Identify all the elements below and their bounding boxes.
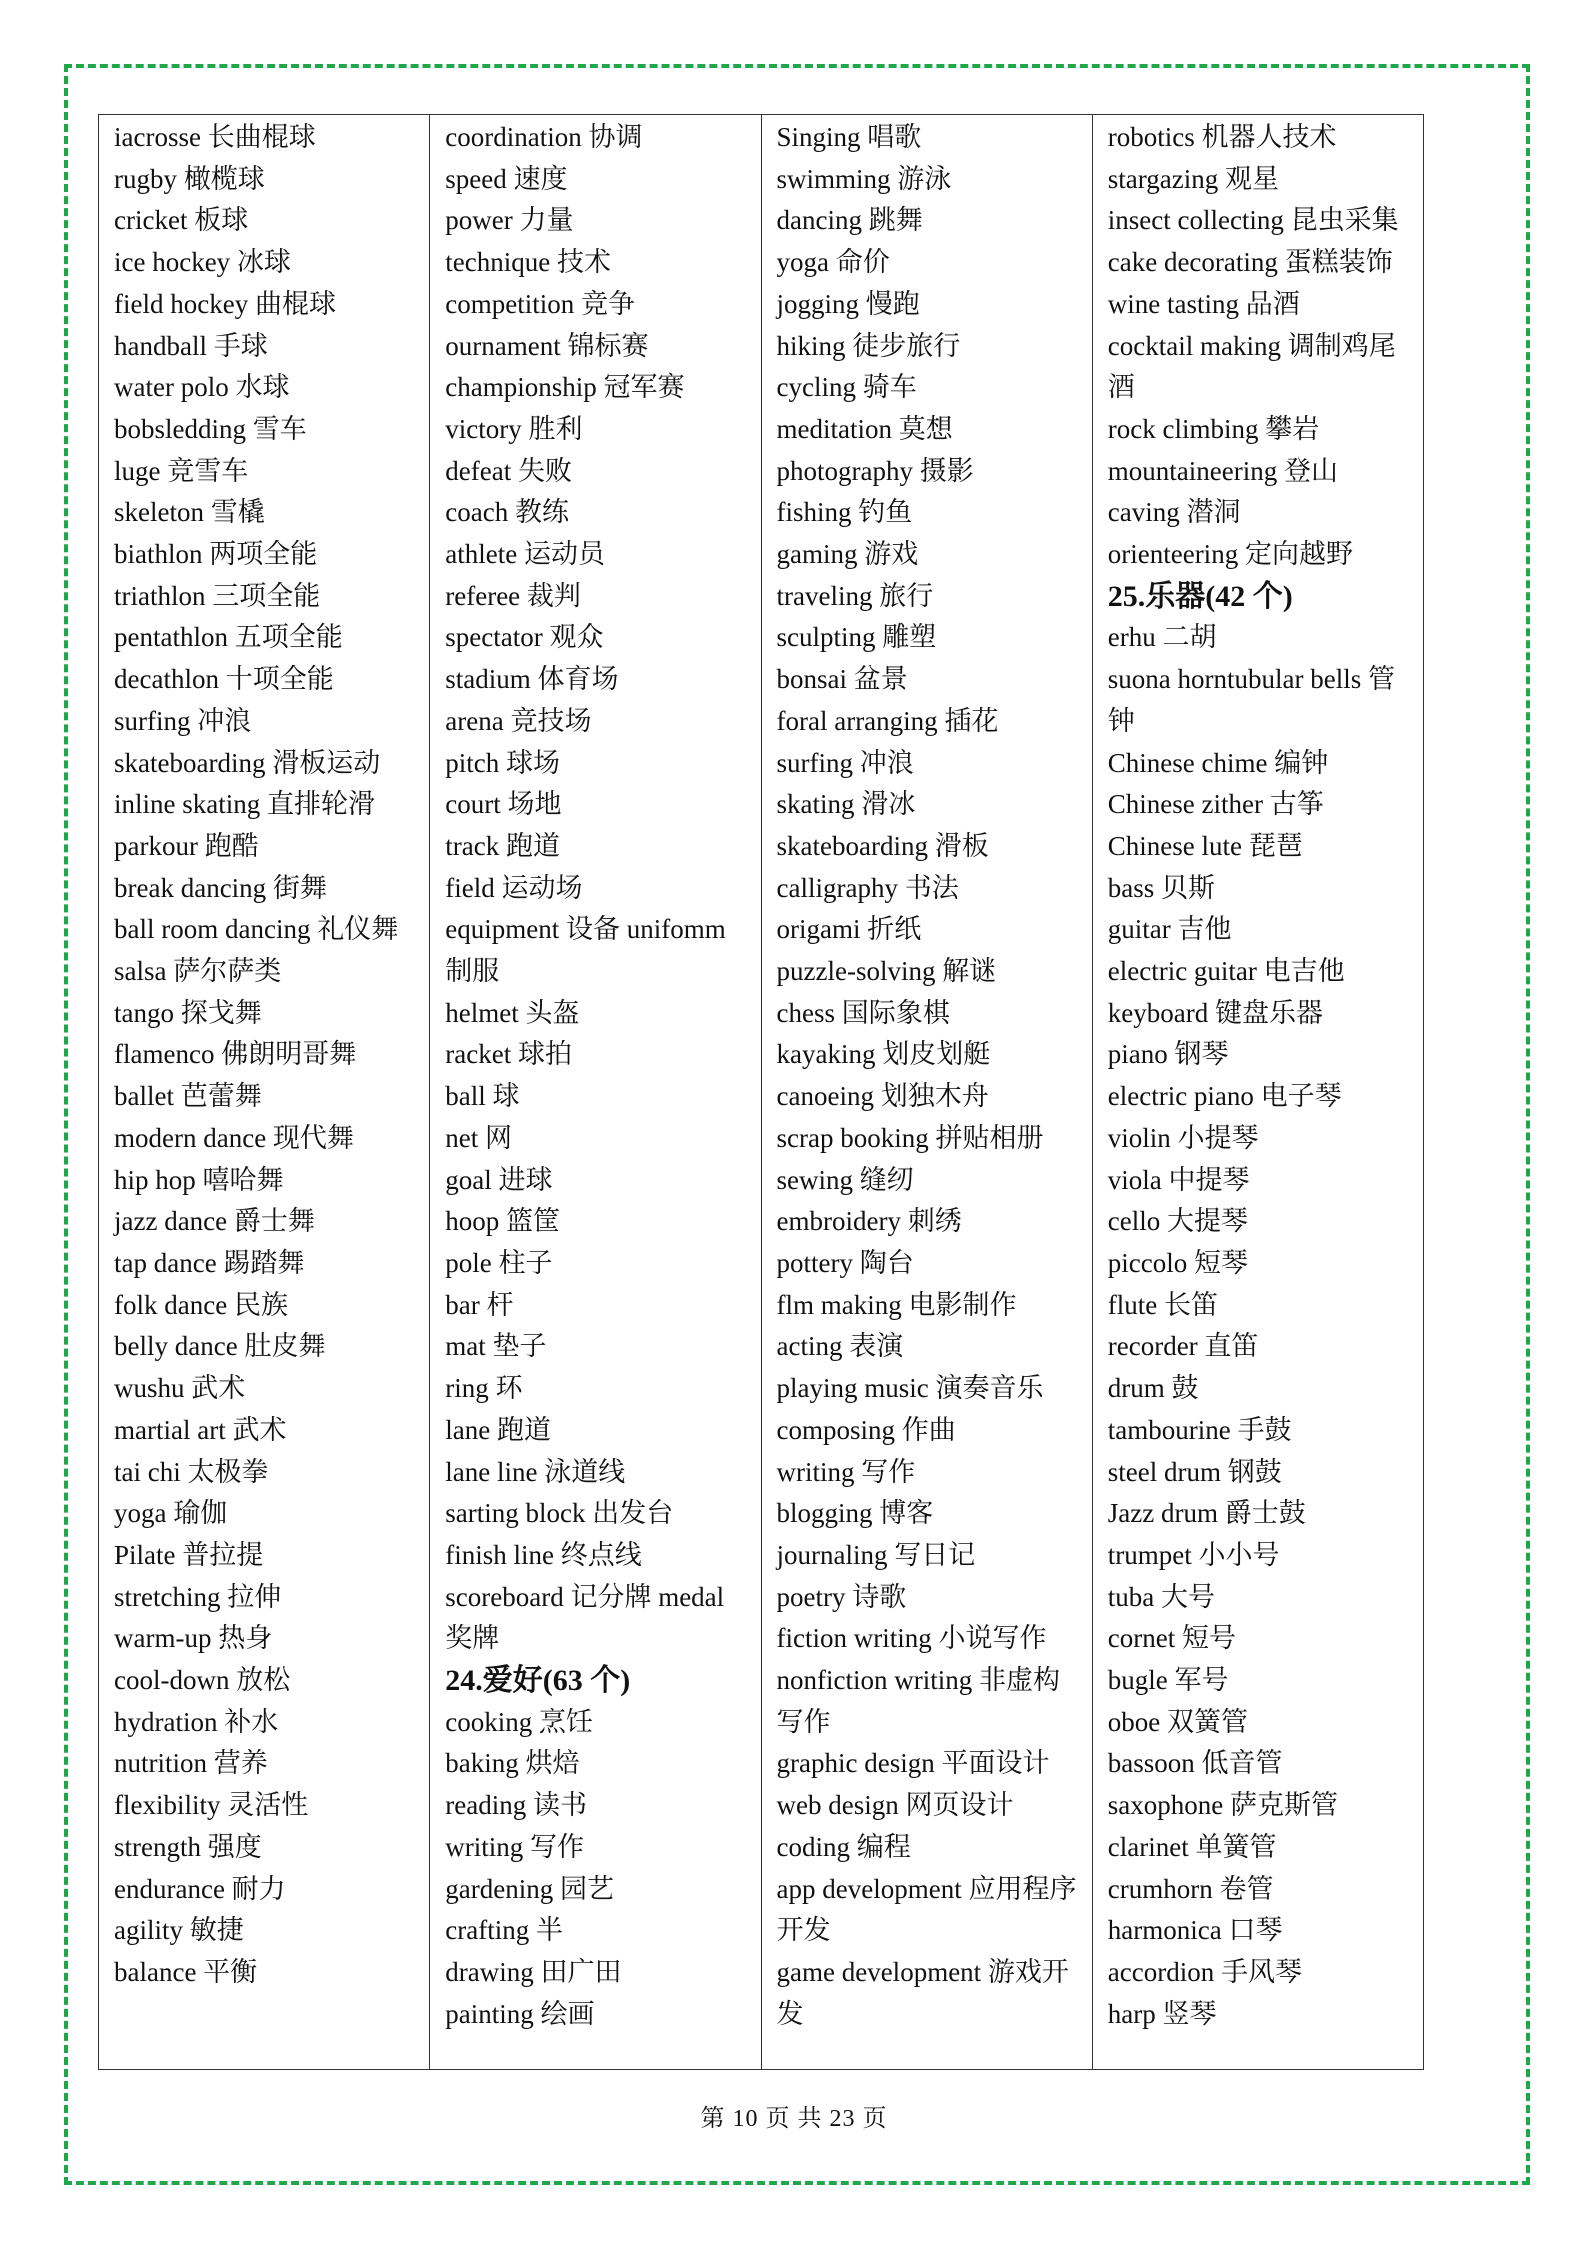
vocab-entry: harp 竖琴	[1107, 1998, 1217, 2029]
vocab-entry: Chinese chime 编钟	[1107, 747, 1329, 778]
vocab-entry: Pilate 普拉提	[114, 1539, 264, 1570]
vocab-entry: steel drum 钢鼓	[1107, 1456, 1282, 1487]
vocab-entry: stretching 拉伸	[114, 1581, 282, 1612]
vocab-entry: surfing 冲浪	[776, 747, 914, 778]
vocab-entry: strength 强度	[114, 1831, 262, 1862]
vocab-entry: nutrition 营养	[114, 1748, 268, 1779]
vocab-entry: skating 滑冰	[776, 789, 916, 820]
vocab-entry: playing music 演奏音乐	[776, 1373, 1044, 1404]
vocab-entry: ring 环	[445, 1373, 523, 1404]
page-number-footer: 第 10 页 共 23 页	[700, 2106, 888, 2132]
vocab-entry: cocktail making 调制鸡尾酒	[1107, 330, 1396, 403]
section-heading: 24.爱好(63 个)	[445, 1664, 631, 1698]
vocab-entry: hydration 补水	[114, 1706, 279, 1737]
vocab-entry: ournament 锦标赛	[445, 330, 649, 361]
vocab-entry: flexibility 灵活性	[114, 1790, 309, 1821]
vocab-entry: warm-up 热身	[114, 1623, 273, 1654]
vocab-entry: track 跑道	[445, 830, 560, 861]
vocab-entry: tai chi 太极拳	[114, 1456, 269, 1487]
vocab-entry: canoeing 划独木舟	[776, 1081, 989, 1112]
vocab-entry: electric piano 电子琴	[1107, 1081, 1342, 1112]
vocab-entry: foral arranging 插花	[776, 705, 999, 736]
vocab-entry: technique 技术	[445, 247, 611, 278]
vocab-entry: finish line 终点线	[445, 1539, 642, 1570]
vocab-entry: ice hockey 冰球	[114, 247, 291, 278]
vocab-entry: handball 手球	[114, 330, 268, 361]
vocab-entry: game development 游戏开发	[776, 1956, 1069, 2029]
vocab-entry: net 网	[445, 1122, 512, 1153]
vocab-entry: Chinese zither 古筝	[1107, 789, 1324, 820]
vocab-entry: ball room dancing 礼仪舞	[114, 914, 399, 945]
vocab-entry: field 运动场	[445, 872, 583, 903]
vocab-entry: championship 冠军赛	[445, 372, 685, 403]
vocab-entry: wushu 武术	[114, 1373, 246, 1404]
vocab-entry: Chinese lute 琵琶	[1107, 830, 1303, 861]
vocab-entry: yoga 命价	[776, 247, 890, 278]
vocab-entry: scoreboard 记分牌 medal 奖牌	[445, 1581, 725, 1654]
vocab-entry: traveling 旅行	[776, 580, 934, 611]
vocab-entry: embroidery 刺绣	[776, 1206, 962, 1237]
vocab-entry: racket 球拍	[445, 1039, 572, 1070]
vocab-entry: accordion 手风琴	[1107, 1956, 1302, 1987]
vocab-entry: violin 小提琴	[1107, 1122, 1259, 1153]
vocab-entry: decathlon 十项全能	[114, 664, 334, 695]
vocab-entry: surfing 冲浪	[114, 705, 252, 736]
vocab-entry: web design 网页设计	[776, 1790, 1014, 1821]
vocab-entry: balance 平衡	[114, 1956, 258, 1987]
vocab-entry: court 场地	[445, 789, 562, 820]
vocab-entry: Jazz drum 爵士鼓	[1107, 1498, 1306, 1529]
vocab-column-4	[1093, 115, 1423, 2069]
vocab-entry: yoga 瑜伽	[114, 1498, 228, 1529]
vocab-entry: bassoon 低音管	[1107, 1748, 1283, 1779]
vocab-entry: crumhorn 卷管	[1107, 1873, 1274, 1904]
vocab-entry: drawing 田广田	[445, 1956, 622, 1987]
vocab-entry: mountaineering 登山	[1107, 455, 1338, 486]
vocab-entry: bar 杆	[445, 1289, 514, 1320]
vocab-entry: trumpet 小小号	[1107, 1539, 1280, 1570]
vocab-entry: skateboarding 滑板	[776, 830, 989, 861]
vocab-entry: cooking 烹饪	[445, 1706, 593, 1737]
vocab-entry: writing 写作	[445, 1831, 584, 1862]
vocab-entry: coding 编程	[776, 1831, 911, 1862]
vocab-entry: cake decorating 蛋糕装饰	[1107, 247, 1393, 278]
vocab-entry: cricket 板球	[114, 205, 249, 236]
vocab-entry: dancing 跳舞	[776, 205, 923, 236]
vocab-entry: endurance 耐力	[114, 1873, 286, 1904]
vocab-entry: speed 速度	[445, 163, 568, 194]
vocab-entry: baking 烘焙	[445, 1748, 580, 1779]
vocab-entry: puzzle-solving 解谜	[776, 956, 997, 987]
vocab-entry: nonfiction writing 非虚构写作	[776, 1665, 1060, 1737]
vocab-entry: ballet 芭蕾舞	[114, 1081, 262, 1112]
vocabulary-table	[98, 114, 1424, 2070]
vocab-entry: spectator 观众	[445, 622, 604, 653]
vocab-entry: coordination 协调	[445, 122, 643, 152]
vocab-entry: scrap booking 拼贴相册	[776, 1122, 1044, 1153]
vocab-entry: break dancing 街舞	[114, 872, 327, 903]
vocab-entry: hoop 篮筐	[445, 1206, 560, 1237]
vocab-entry: calligraphy 书法	[776, 872, 959, 903]
vocab-entry: hiking 徒步旅行	[776, 330, 961, 361]
vocab-entry: arena 竞技场	[445, 705, 592, 736]
vocab-entry: meditation 莫想	[776, 413, 953, 444]
vocab-entry: Singing 唱歌	[776, 122, 922, 152]
vocab-entry: writing 写作	[776, 1456, 916, 1487]
vocab-entry: kayaking 划皮划艇	[776, 1039, 991, 1070]
vocab-entry: coach 教练	[445, 497, 569, 528]
vocab-entry: guitar 吉他	[1107, 914, 1232, 945]
vocab-entry: blogging 博客	[776, 1498, 934, 1529]
vocab-entry: pottery 陶台	[776, 1247, 914, 1278]
vocab-entry: gaming 游戏	[776, 539, 919, 570]
vocab-entry: acting 表演	[776, 1331, 904, 1362]
vocab-entry: painting 绘画	[445, 1998, 595, 2029]
vocab-entry: oboe 双簧管	[1107, 1706, 1248, 1737]
section-heading: 25.乐器(42 个)	[1107, 579, 1293, 613]
vocab-entry: salsa 萨尔萨类	[114, 956, 282, 987]
vocab-entry: cello 大提琴	[1107, 1206, 1248, 1237]
vocab-column-2	[430, 115, 761, 2069]
vocab-entry: bonsai 盆景	[776, 664, 908, 695]
vocab-entry: suona horntubular bells 管钟	[1107, 664, 1395, 736]
vocab-entry: biathlon 两项全能	[114, 539, 318, 570]
vocab-entry: belly dance 肚皮舞	[114, 1331, 326, 1362]
vocab-entry: swimming 游泳	[776, 163, 952, 194]
vocab-entry: sculpting 雕塑	[776, 622, 937, 653]
vocab-entry: athlete 运动员	[445, 539, 605, 570]
vocab-entry: photography 摄影	[776, 455, 974, 486]
vocab-entry: clarinet 单簧管	[1107, 1831, 1277, 1862]
vocab-entry: piano 钢琴	[1107, 1039, 1229, 1070]
vocab-entry: stargazing 观星	[1107, 163, 1279, 194]
vocab-entry: lane 跑道	[445, 1414, 551, 1445]
vocab-entry: viola 中提琴	[1107, 1164, 1250, 1195]
vocab-entry: competition 竞争	[445, 288, 635, 319]
vocab-entry: referee 裁判	[445, 580, 581, 611]
vocab-entry: robotics 机器人技术	[1107, 122, 1337, 152]
vocab-entry: folk dance 民族	[114, 1289, 288, 1320]
vocab-entry: cool-down 放松	[114, 1665, 291, 1696]
vocab-entry: stadium 体育场	[445, 664, 619, 695]
vocab-entry: wine tasting 品酒	[1107, 288, 1300, 319]
vocab-entry: triathlon 三项全能	[114, 580, 321, 611]
vocab-entry: caving 潜洞	[1107, 497, 1241, 528]
vocab-entry: erhu 二胡	[1107, 622, 1217, 653]
vocab-column-1	[99, 115, 430, 2069]
vocab-entry: modern dance 现代舞	[114, 1122, 354, 1153]
vocab-entry: electric guitar 电吉他	[1107, 956, 1345, 987]
vocab-entry: fiction writing 小说写作	[776, 1623, 1047, 1654]
vocab-entry: equipment 设备 unifomm 制服	[445, 914, 726, 987]
vocab-entry: pitch 球场	[445, 747, 560, 778]
vocab-entry: harmonica 口琴	[1107, 1915, 1283, 1946]
vocab-entry: rock climbing 攀岩	[1107, 413, 1320, 444]
vocab-entry: sarting block 出发台	[445, 1498, 674, 1529]
vocab-entry: orienteering 定向越野	[1107, 539, 1353, 570]
vocab-entry: martial art 武术	[114, 1414, 287, 1445]
vocab-entry: composing 作曲	[776, 1414, 956, 1445]
vocab-entry: bugle 军号	[1107, 1665, 1229, 1696]
vocab-entry: tap dance 踢踏舞	[114, 1247, 305, 1278]
vocab-entry: luge 竞雪车	[114, 455, 249, 486]
vocab-entry: lane line 泳道线	[445, 1456, 626, 1487]
vocab-entry: skeleton 雪橇	[114, 497, 265, 528]
vocab-entry: parkour 跑酷	[114, 830, 259, 861]
vocab-entry: power 力量	[445, 205, 574, 236]
vocab-entry: piccolo 短琴	[1107, 1247, 1248, 1278]
vocab-entry: graphic design 平面设计	[776, 1748, 1050, 1779]
vocab-entry: bass 贝斯	[1107, 872, 1215, 903]
vocab-entry: keyboard 键盘乐器	[1107, 997, 1323, 1028]
vocab-entry: ball 球	[445, 1081, 520, 1112]
vocab-entry: crafting 半	[445, 1915, 563, 1946]
vocab-entry: cycling 骑车	[776, 372, 917, 403]
vocab-entry: fishing 钓鱼	[776, 497, 913, 528]
vocab-entry: gardening 园艺	[445, 1873, 614, 1904]
vocab-entry: drum 鼓	[1107, 1373, 1199, 1404]
vocab-entry: mat 垫子	[445, 1331, 547, 1362]
vocab-entry: poetry 诗歌	[776, 1581, 907, 1612]
vocab-entry: journaling 写日记	[776, 1539, 976, 1570]
vocab-entry: origami 折纸	[776, 914, 922, 945]
vocab-column-3	[762, 115, 1093, 2069]
vocab-entry: defeat 失败	[445, 455, 572, 486]
vocab-entry: agility 敏捷	[114, 1915, 244, 1946]
vocab-entry: helmet 头盔	[445, 997, 580, 1028]
vocab-entry: tambourine 手鼓	[1107, 1414, 1292, 1445]
vocab-entry: flamenco 佛朗明哥舞	[114, 1039, 357, 1070]
vocab-entry: saxophone 萨克斯管	[1107, 1790, 1338, 1821]
vocab-entry: rugby 橄榄球	[114, 163, 265, 194]
vocab-entry: insect collecting 昆虫采集	[1107, 205, 1399, 236]
vocab-entry: tango 探戈舞	[114, 997, 262, 1028]
vocab-entry: recorder 直笛	[1107, 1331, 1259, 1362]
vocab-entry: tuba 大号	[1107, 1581, 1215, 1612]
vocab-entry: field hockey 曲棍球	[114, 288, 336, 319]
vocab-entry: app development 应用程序开发	[776, 1873, 1077, 1946]
vocab-entry: bobsledding 雪车	[114, 413, 307, 444]
vocab-entry: reading 读书	[445, 1790, 587, 1821]
vocab-entry: hip hop 嘻哈舞	[114, 1164, 284, 1195]
vocab-entry: chess 国际象棋	[776, 997, 950, 1028]
vocab-entry: skateboarding 滑板运动	[114, 747, 381, 778]
vocab-entry: pentathlon 五项全能	[114, 622, 343, 653]
vocab-entry: flm making 电影制作	[776, 1289, 1017, 1320]
vocab-entry: pole 柱子	[445, 1247, 553, 1278]
vocab-entry: sewing 缝纫	[776, 1164, 914, 1195]
vocab-entry: iacrosse 长曲棍球	[114, 122, 316, 152]
vocab-entry: inline skating 直排轮滑	[114, 789, 375, 820]
vocab-entry: jogging 慢跑	[776, 288, 920, 319]
vocab-entry: water polo 水球	[114, 372, 290, 403]
vocab-entry: jazz dance 爵士舞	[114, 1206, 315, 1237]
vocab-entry: goal 进球	[445, 1164, 553, 1195]
vocab-entry: victory 胜利	[445, 413, 583, 444]
vocab-entry: flute 长笛	[1107, 1289, 1218, 1320]
vocab-entry: cornet 短号	[1107, 1623, 1236, 1654]
